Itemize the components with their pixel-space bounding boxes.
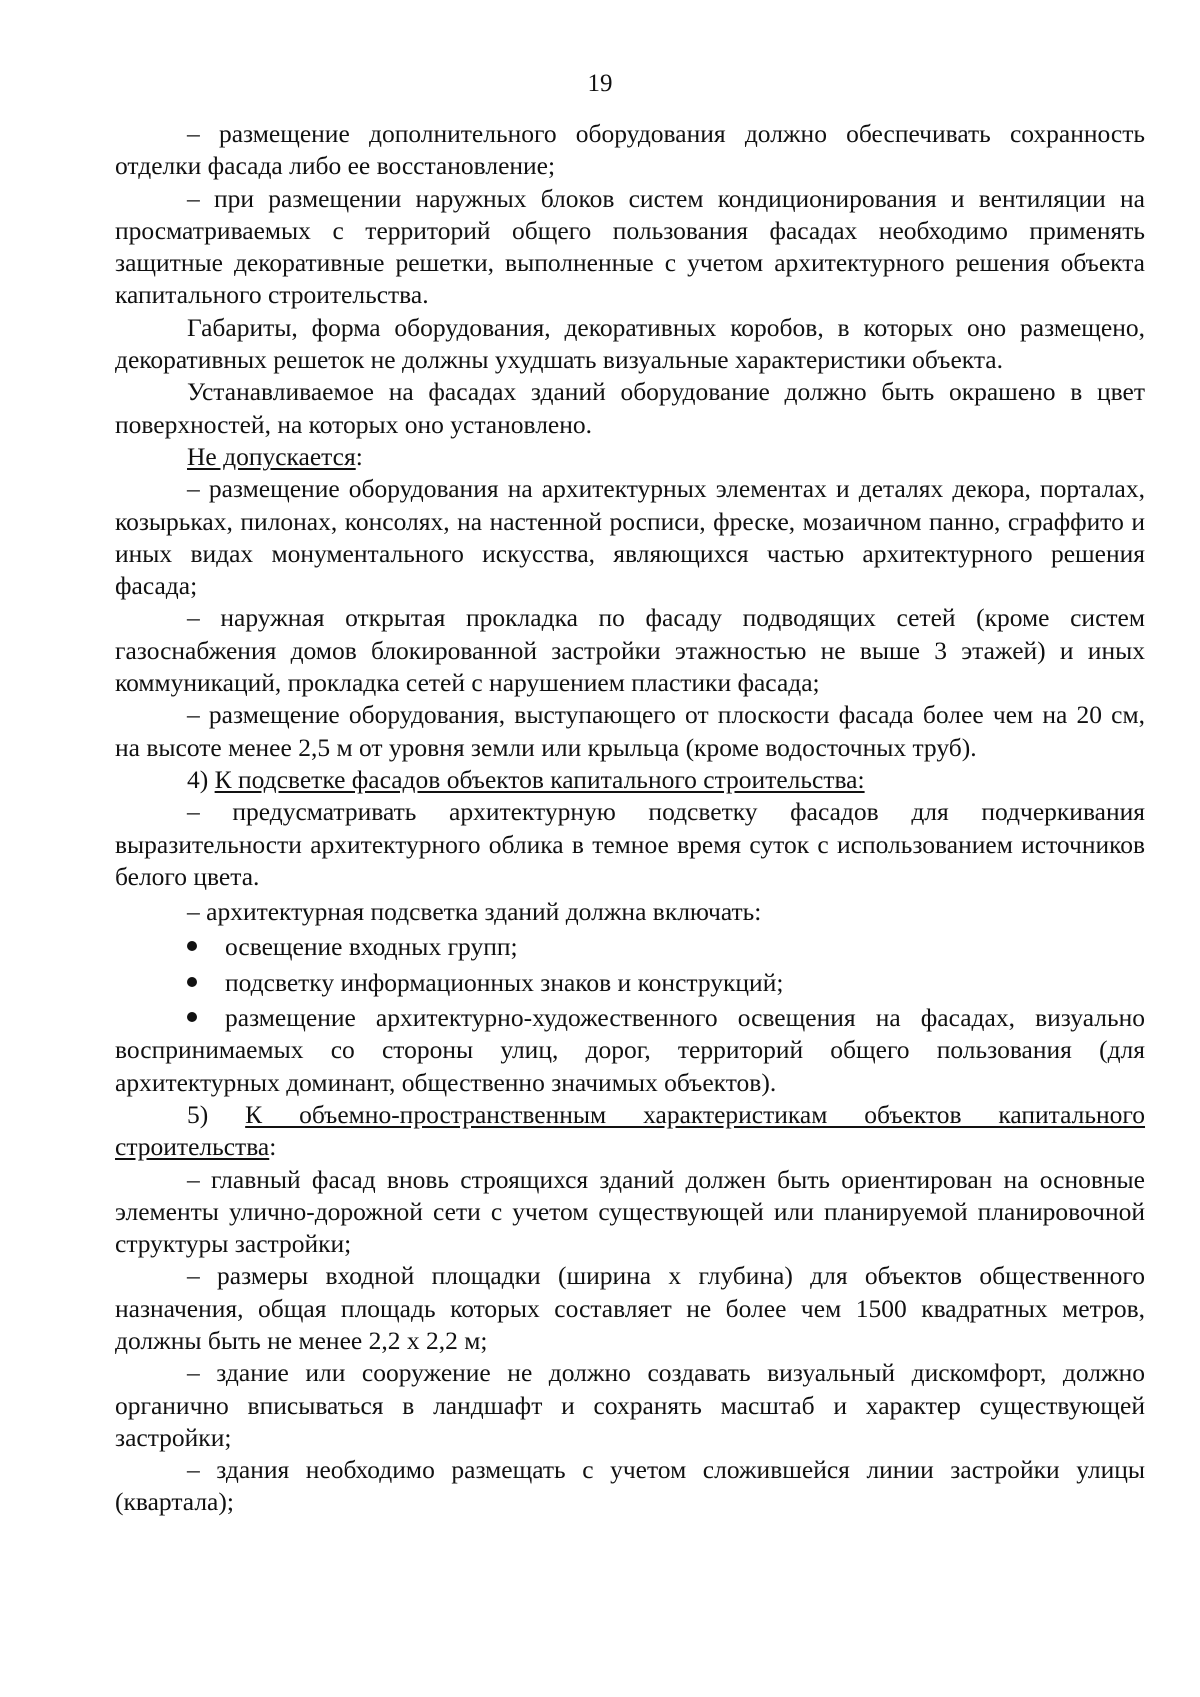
- bullet-item: [115, 931, 1145, 963]
- section-title: К подсветке фасадов объектов капитального строительства:: [214, 764, 865, 794]
- paragraph: – главный фасад вновь строящихся зданий должен быть ориентирован на основные элементы улично-дорожной сети с учетом существующей или планируемой планировочной структуры застройки;: [115, 1164, 1145, 1259]
- bullet-text: освещение входных групп;: [225, 932, 518, 962]
- colon: :: [355, 441, 363, 471]
- colon: :: [269, 1132, 277, 1162]
- section-4-heading: [115, 764, 1145, 796]
- bullet-item: [115, 1002, 1145, 1099]
- paragraph: – наружная открытая прокладка по фасаду подводящих сетей (кроме систем газоснабжения домов блокированной застройки этажностью не выше 3 этажей) и иных коммуникаций, прокладка сетей с нарушением пластики фасада;: [115, 603, 1145, 698]
- not-allowed-label: Не допускается: [187, 441, 356, 471]
- paragraph: – здания необходимо размещать с учетом сложившейся линии застройки улицы (квартала);: [115, 1455, 1145, 1517]
- paragraph: – размещение оборудования на архитектурных элементах и деталях декора, порталах, козырьках, пилонах, консолях, на настенной росписи, фреске, мозаичном панно, сграффито и иных видах монументального искусства, являющихся частью архитектурного решения фасада;: [115, 474, 1145, 601]
- paragraph: – предусматривать архитектурную подсветку фасадов для подчеркивания выразительности архитектурного облика в темное время суток с использованием источников белого цвета.: [115, 797, 1145, 891]
- bullet-icon: [187, 1012, 197, 1022]
- paragraph: – при размещении наружных блоков систем кондиционирования и вентиляции на просматриваемых с территорий общего пользования фасадах необходимо применять защитные декоративные решетки, выполненные с учетом архитектурного решения объекта капитального строительства.: [115, 183, 1145, 310]
- page-number: 19: [587, 70, 613, 97]
- bullet-text: подсветку информационных знаков и конструкций;: [225, 967, 784, 997]
- document-body: [115, 118, 1145, 1519]
- section-number: 4): [187, 764, 215, 794]
- bullet-icon: [187, 941, 197, 951]
- paragraph: – размеры входной площадки (ширина х глубина) для объектов общественного назначения, общая площадь которых составляет не более чем 1500 квадратных метров, должны быть не менее 2,2 х 2,2 м;: [115, 1261, 1145, 1355]
- bullet-item: [115, 967, 1145, 999]
- section-number: 5): [187, 1099, 246, 1129]
- paragraph: Устанавливаемое на фасадах зданий оборудование должно быть окрашено в цвет поверхностей, на которых оно установлено.: [115, 377, 1145, 439]
- section-title: К объемно-пространственным характеристикам объектов капитального строительства: [115, 1099, 1146, 1162]
- paragraph: – размещение оборудования, выступающего от плоскости фасада более чем на 20 см, на высоте менее 2,5 м от уровня земли или крыльца (кроме водосточных труб).: [115, 700, 1145, 762]
- paragraph: – здание или сооружение не должно создавать визуальный дискомфорт, должно органично вписываться в ландшафт и сохранять масштаб и характер существующей застройки;: [115, 1358, 1145, 1452]
- paragraph: – размещение дополнительного оборудования должно обеспечивать сохранность отделки фасада либо ее восстановление;: [115, 119, 1145, 181]
- not-allowed-heading: [115, 441, 1145, 473]
- section-5-heading: [115, 1099, 1145, 1164]
- paragraph: Габариты, форма оборудования, декоративных коробов, в которых оно размещено, декоративных решеток не должны ухудшать визуальные характеристики объекта.: [115, 312, 1145, 375]
- bullet-icon: [187, 977, 197, 987]
- paragraph: – архитектурная подсветка зданий должна включать:: [187, 897, 762, 927]
- bullet-text: размещение архитектурно-художественного освещения на фасадах, визуально воспринимаемых со стороны улиц, дорог, территорий общего пользования (для архитектурных доминант, общественно значимых объектов).: [115, 1003, 1145, 1097]
